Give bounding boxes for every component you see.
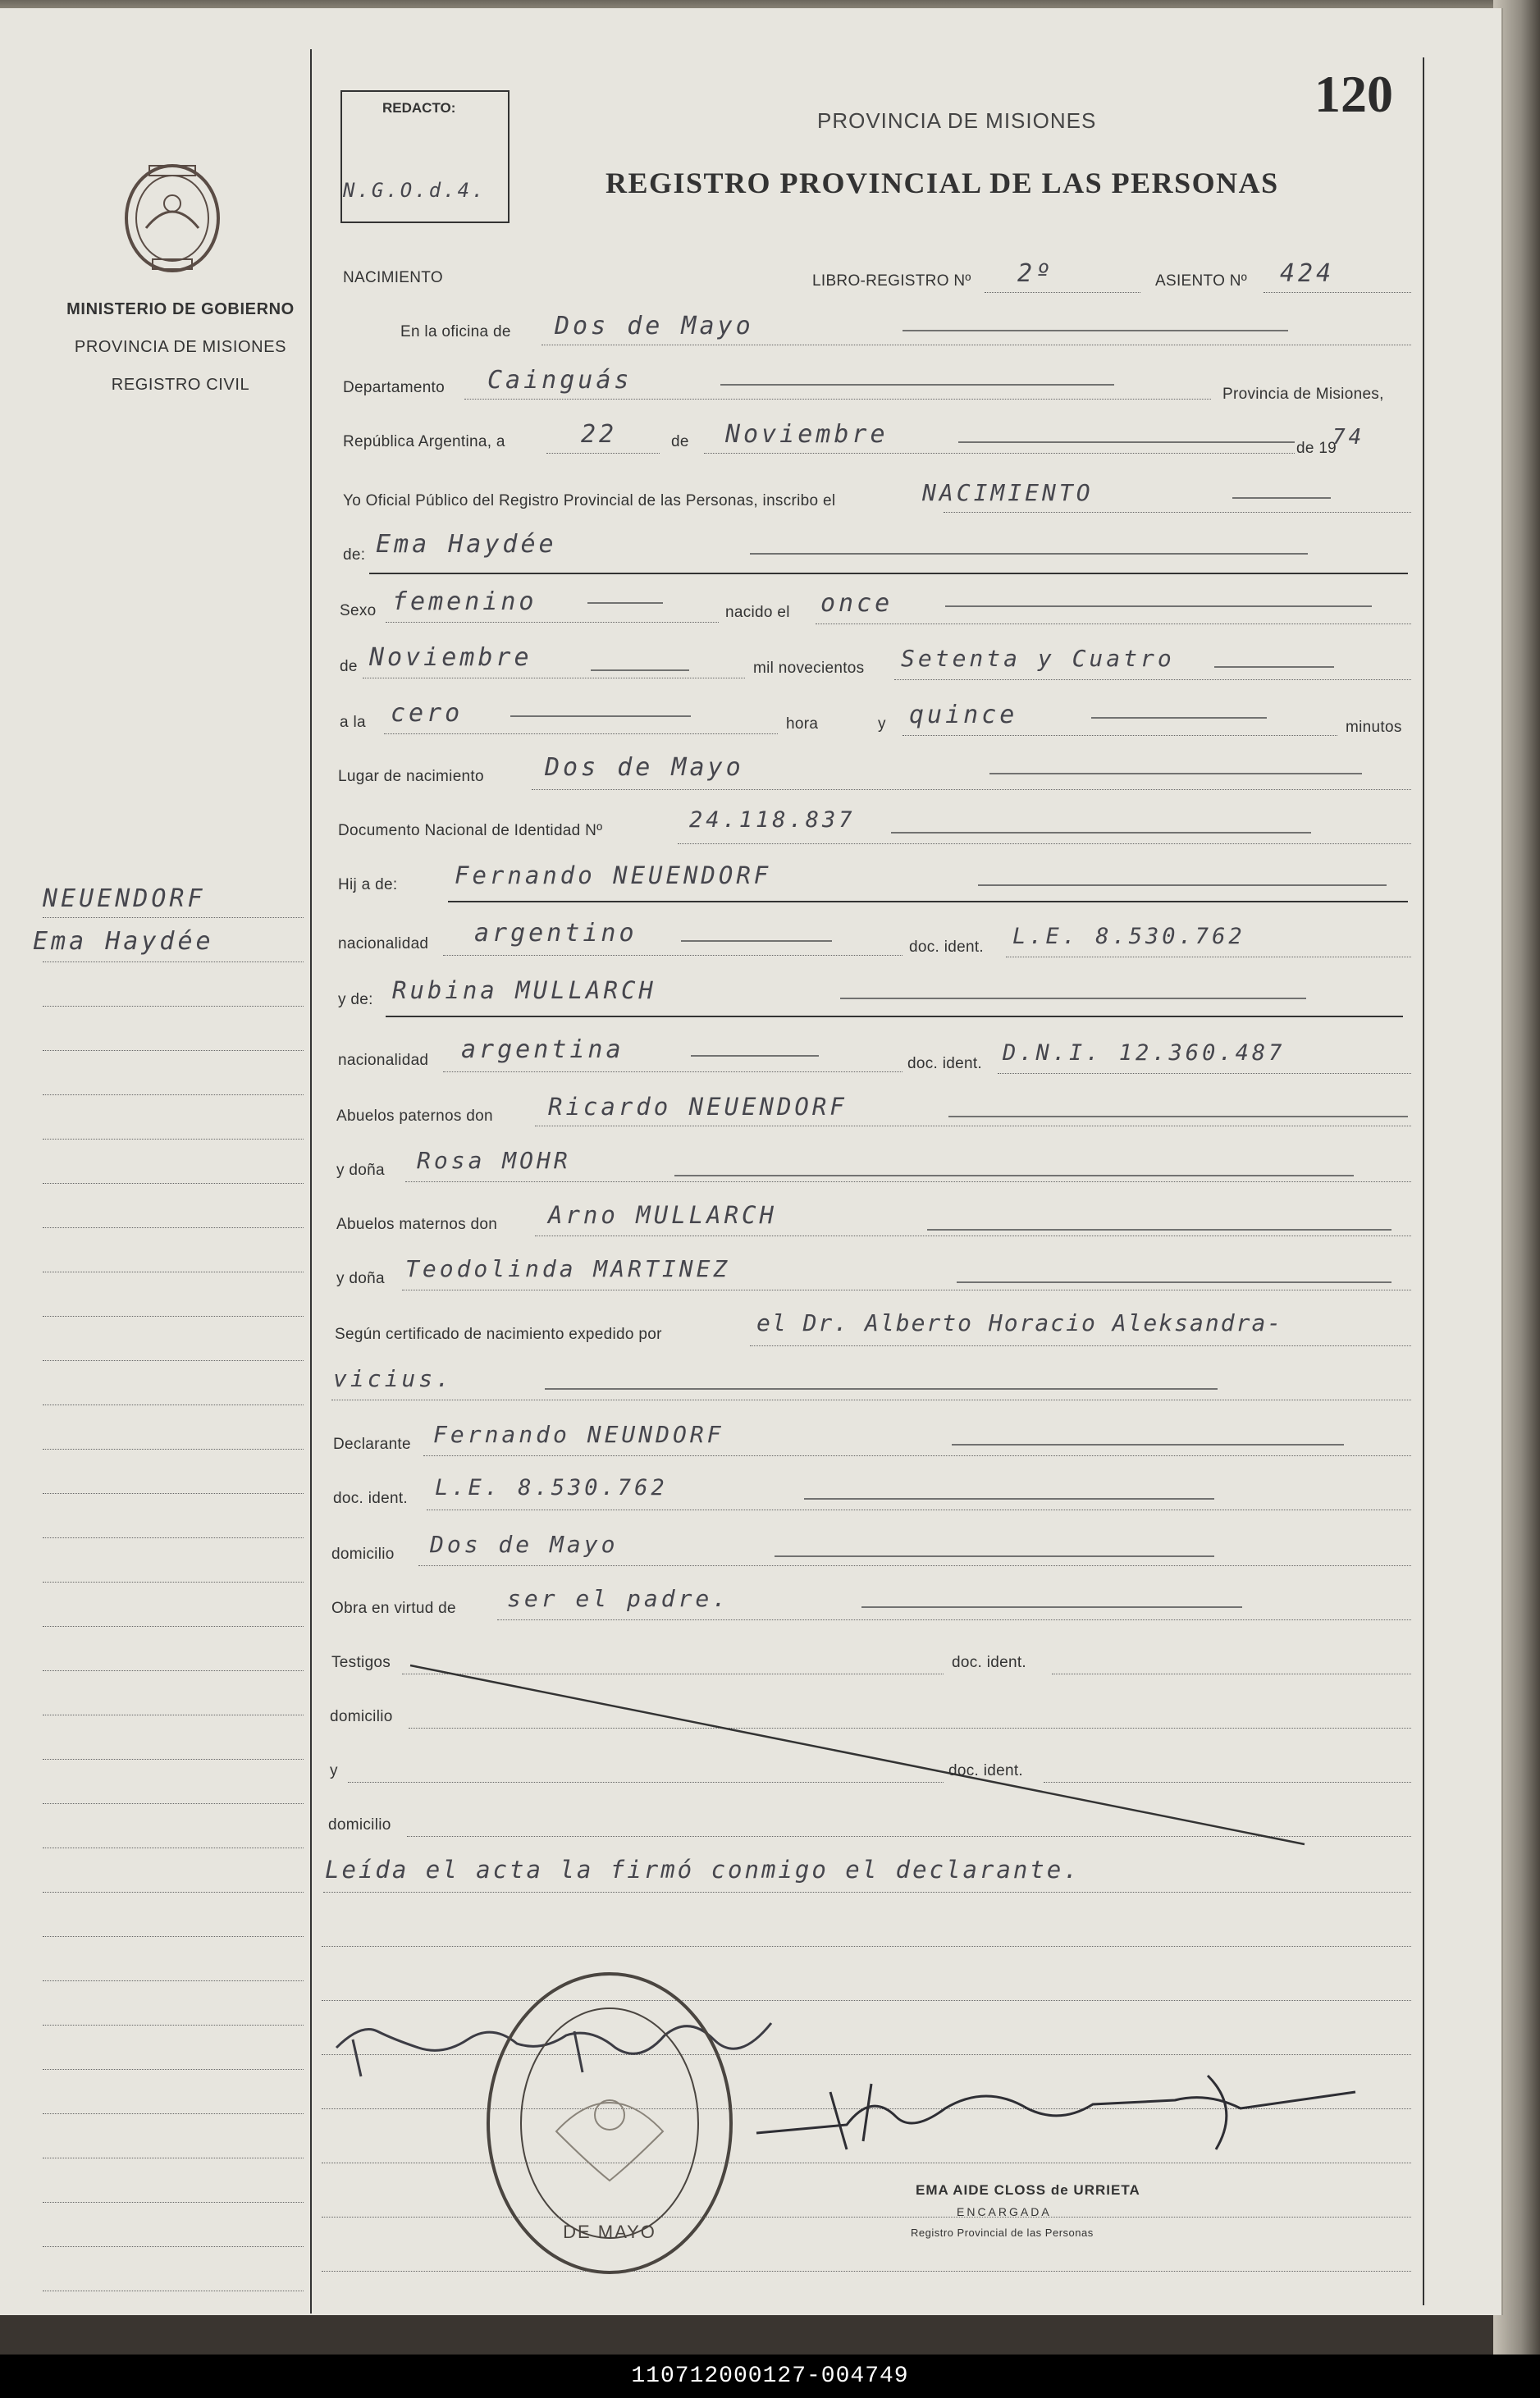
nac2-filler bbox=[691, 1055, 819, 1057]
nacido-line bbox=[816, 623, 1411, 624]
obra-line bbox=[497, 1619, 1411, 1620]
yde-label: y de: bbox=[338, 991, 373, 1008]
nac1-value: argentino bbox=[474, 919, 637, 948]
nac2-label: nacionalidad bbox=[338, 1052, 429, 1069]
margin-line bbox=[43, 1316, 304, 1317]
madre-value: Rubina MULLARCH bbox=[392, 976, 656, 1004]
margin-line bbox=[43, 1449, 304, 1450]
de19-label: de 19 bbox=[1296, 440, 1337, 457]
departamento-value: Cainguás bbox=[487, 366, 633, 395]
closing-text: Leída el acta la firmó conmigo el declarante. bbox=[325, 1856, 1081, 1884]
abuelo-pat-filler bbox=[948, 1116, 1408, 1117]
doc4-label: doc. ident. bbox=[952, 1654, 1026, 1671]
official-office: Registro Provincial de las Personas bbox=[911, 2227, 1094, 2239]
padre-filler bbox=[978, 884, 1387, 886]
hora-line bbox=[384, 733, 778, 734]
official-signature bbox=[748, 2059, 1372, 2158]
departamento-label: Departamento bbox=[343, 379, 446, 396]
domicilio1-filler bbox=[775, 1555, 1214, 1557]
margin-line bbox=[43, 917, 304, 918]
obra-label: Obra en virtud de bbox=[331, 1600, 456, 1617]
margin-line bbox=[43, 1139, 304, 1140]
minutos-value: quince bbox=[909, 701, 1018, 729]
month-value: Noviembre bbox=[725, 420, 889, 449]
mil-label: mil novecientos bbox=[753, 660, 865, 677]
libro-line bbox=[985, 292, 1140, 293]
lugar-line bbox=[532, 789, 1411, 790]
domicilio1-line bbox=[418, 1565, 1411, 1566]
nacido-filler bbox=[945, 605, 1372, 607]
de2-label: de bbox=[340, 658, 358, 675]
register-page bbox=[0, 8, 1503, 2315]
declarante-filler bbox=[952, 1444, 1344, 1446]
asiento-line bbox=[1264, 292, 1411, 293]
abuelos-mat-label: Abuelos maternos don bbox=[336, 1216, 498, 1233]
oficina-value: Dos de Mayo bbox=[555, 312, 754, 340]
lugar-label: Lugar de nacimiento bbox=[338, 768, 484, 785]
sexo-label: Sexo bbox=[340, 602, 377, 619]
margin-line bbox=[43, 1980, 304, 1981]
doc5-label: doc. ident. bbox=[948, 1762, 1023, 1779]
month-filler bbox=[958, 441, 1295, 443]
padre-underline bbox=[448, 901, 1408, 902]
dni-value: 24.118.837 bbox=[689, 807, 856, 833]
abuela-pat-filler bbox=[674, 1175, 1354, 1176]
ala-label: a la bbox=[340, 714, 366, 731]
sexo-filler bbox=[587, 602, 663, 604]
nac1-line bbox=[443, 955, 903, 956]
coat-of-arms-icon bbox=[121, 154, 223, 277]
name-underline bbox=[369, 573, 1408, 574]
sexo-line bbox=[386, 622, 719, 623]
margin-line bbox=[43, 1183, 304, 1184]
birth-year-line bbox=[894, 679, 1411, 680]
abuelos-pat-label: Abuelos paternos don bbox=[336, 1108, 493, 1125]
asiento-value: 424 bbox=[1280, 259, 1335, 288]
nacido-label: nacido el bbox=[725, 604, 790, 621]
provincia-suffix: Provincia de Misiones, bbox=[1222, 386, 1384, 403]
inscribo-value: NACIMIENTO bbox=[922, 479, 1094, 506]
margin-line bbox=[43, 2202, 304, 2203]
province-title: PROVINCIA DE MISIONES bbox=[817, 108, 1097, 133]
redacto-value: N.G.O.d.4. bbox=[343, 179, 487, 202]
de-name-label: de: bbox=[343, 546, 366, 564]
margin-line bbox=[43, 1759, 304, 1760]
inscribo-line bbox=[944, 512, 1411, 513]
domicilio3-label: domicilio bbox=[328, 1816, 391, 1834]
padre-value: Fernando NEUENDORF bbox=[455, 861, 772, 889]
doc1-value: L.E. 8.530.762 bbox=[1012, 924, 1245, 949]
dona2-label: y doña bbox=[336, 1270, 385, 1287]
closing-line bbox=[323, 1892, 1411, 1893]
dni-line bbox=[678, 843, 1411, 844]
redacto-label: REDACTO: bbox=[382, 100, 456, 116]
minutos-line bbox=[903, 735, 1337, 736]
obra-value: ser el padre. bbox=[507, 1585, 730, 1612]
departamento-line bbox=[464, 399, 1211, 400]
doc1-label: doc. ident. bbox=[909, 939, 984, 956]
margin-line bbox=[43, 1227, 304, 1228]
de-label: de bbox=[671, 433, 689, 450]
madre-filler bbox=[840, 998, 1306, 999]
blank-line bbox=[322, 1946, 1411, 1947]
domicilio1-value: Dos de Mayo bbox=[430, 1531, 619, 1558]
margin-line bbox=[43, 1626, 304, 1627]
hora-filler bbox=[510, 715, 691, 717]
hora-value: cero bbox=[391, 699, 464, 728]
day-line bbox=[546, 453, 660, 454]
ministry-line-2: PROVINCIA DE MISIONES bbox=[74, 338, 287, 356]
declarante-line bbox=[423, 1455, 1411, 1456]
oficina-label: En la oficina de bbox=[400, 323, 511, 340]
birth-month-value: Noviembre bbox=[369, 643, 532, 672]
oficina-filler bbox=[903, 330, 1288, 331]
libro-label: LIBRO-REGISTRO Nº bbox=[812, 272, 971, 290]
month-line bbox=[704, 453, 1295, 454]
margin-given-name: Ema Haydée bbox=[33, 927, 214, 956]
yo-label: Yo Oficial Público del Registro Provincial de las Personas, inscribo el bbox=[343, 492, 836, 509]
nacido-value: once bbox=[820, 589, 893, 618]
margin-line bbox=[43, 1006, 304, 1007]
year-value: 74 bbox=[1332, 425, 1365, 450]
birth-year-value: Setenta y Cuatro bbox=[901, 645, 1175, 672]
margin-line bbox=[43, 2246, 304, 2247]
margin-line bbox=[43, 2113, 304, 2114]
registry-stamp bbox=[482, 1967, 737, 2279]
nac1-filler bbox=[681, 940, 832, 942]
dni-label: Documento Nacional de Identidad Nº bbox=[338, 822, 603, 839]
dni-filler bbox=[891, 832, 1311, 834]
margin-line bbox=[43, 1050, 304, 1051]
act-type-label: NACIMIENTO bbox=[343, 269, 443, 286]
y2-label: y bbox=[330, 1762, 338, 1779]
right-frame-line bbox=[1423, 57, 1424, 2305]
folio-number: 120 bbox=[1314, 65, 1393, 123]
doc2-label: doc. ident. bbox=[907, 1055, 982, 1072]
name-value: Ema Haydée bbox=[376, 530, 557, 559]
official-title: ENCARGADA bbox=[957, 2205, 1052, 2218]
doc3-filler bbox=[804, 1498, 1214, 1500]
abuelo-pat-value: Ricardo NEUENDORF bbox=[548, 1093, 848, 1121]
doc3-value: L.E. 8.530.762 bbox=[435, 1475, 668, 1500]
margin-line bbox=[43, 961, 304, 962]
margin-line bbox=[43, 1670, 304, 1671]
margin-line bbox=[43, 1582, 304, 1583]
margin-line bbox=[43, 2025, 304, 2026]
sexo-value: femenino bbox=[392, 587, 537, 616]
certificado-value-2: vicius. bbox=[333, 1365, 454, 1392]
asiento-label: ASIENTO Nº bbox=[1155, 272, 1247, 290]
certificado-line bbox=[750, 1345, 1411, 1346]
margin-line bbox=[43, 1803, 304, 1804]
dona1-label: y doña bbox=[336, 1162, 385, 1179]
departamento-filler bbox=[720, 384, 1114, 386]
margin-line bbox=[43, 2069, 304, 2070]
minutos-label: minutos bbox=[1346, 719, 1402, 736]
certificado-filler bbox=[545, 1388, 1218, 1390]
abuela-pat-value: Rosa MOHR bbox=[417, 1147, 571, 1174]
nac2-value: argentina bbox=[461, 1035, 624, 1064]
madre-underline bbox=[386, 1016, 1403, 1017]
lugar-filler bbox=[989, 773, 1362, 774]
domicilio1-label: domicilio bbox=[331, 1546, 395, 1563]
hora-label: hora bbox=[786, 715, 819, 733]
declarante-value: Fernando NEUNDORF bbox=[433, 1421, 724, 1448]
certificado-label: Según certificado de nacimiento expedido por bbox=[335, 1326, 662, 1343]
certificado-value: el Dr. Alberto Horacio Aleksandra- bbox=[756, 1309, 1283, 1336]
margin-line bbox=[43, 1493, 304, 1494]
margin-line bbox=[43, 1360, 304, 1361]
domicilio2-label: domicilio bbox=[330, 1708, 393, 1725]
inscribo-filler bbox=[1232, 497, 1331, 499]
doc3-label: doc. ident. bbox=[333, 1490, 408, 1507]
doc2-line bbox=[998, 1073, 1411, 1074]
doc2-value: D.N.I. 12.360.487 bbox=[1003, 1040, 1286, 1066]
abuelo-mat-filler bbox=[927, 1229, 1391, 1231]
abuela-pat-line bbox=[405, 1181, 1411, 1182]
republica-label: República Argentina, a bbox=[343, 433, 505, 450]
birth-month-filler bbox=[591, 669, 689, 671]
abuela-mat-value: Teodolinda MARTINEZ bbox=[405, 1255, 731, 1282]
ministry-line-1: MINISTERIO DE GOBIERNO bbox=[66, 300, 295, 318]
witnesses-cancel-line bbox=[402, 1649, 1321, 1862]
abuelo-mat-value: Arno MULLARCH bbox=[548, 1201, 777, 1229]
day-value: 22 bbox=[581, 420, 618, 449]
margin-surname: NEUENDORF bbox=[43, 884, 206, 913]
svg-text:DE MAYO: DE MAYO bbox=[563, 2222, 656, 2242]
lugar-value: Dos de Mayo bbox=[545, 753, 744, 782]
margin-line bbox=[43, 1094, 304, 1095]
libro-value: 2º bbox=[1017, 259, 1054, 288]
hijo-label: Hij a de: bbox=[338, 876, 398, 893]
minutos-filler bbox=[1091, 717, 1267, 719]
y-label: y bbox=[878, 715, 886, 733]
ministry-line-3: REGISTRO CIVIL bbox=[111, 376, 250, 394]
margin-line bbox=[43, 1537, 304, 1538]
registry-title: REGISTRO PROVINCIAL DE LAS PERSONAS bbox=[605, 167, 1279, 199]
margin-line bbox=[43, 1936, 304, 1937]
declarante-label: Declarante bbox=[333, 1436, 411, 1453]
obra-filler bbox=[861, 1606, 1242, 1608]
official-name: EMA AIDE CLOSS de URRIETA bbox=[916, 2182, 1140, 2198]
abuela-mat-filler bbox=[957, 1281, 1391, 1283]
image-id-bar: 110712000127-004749 bbox=[0, 2355, 1540, 2398]
nac2-line bbox=[443, 1071, 903, 1072]
testigos-label: Testigos bbox=[331, 1654, 391, 1671]
birth-year-filler bbox=[1214, 666, 1334, 668]
name-filler bbox=[750, 553, 1308, 555]
nac1-label: nacionalidad bbox=[338, 935, 429, 952]
margin-line bbox=[43, 1892, 304, 1893]
